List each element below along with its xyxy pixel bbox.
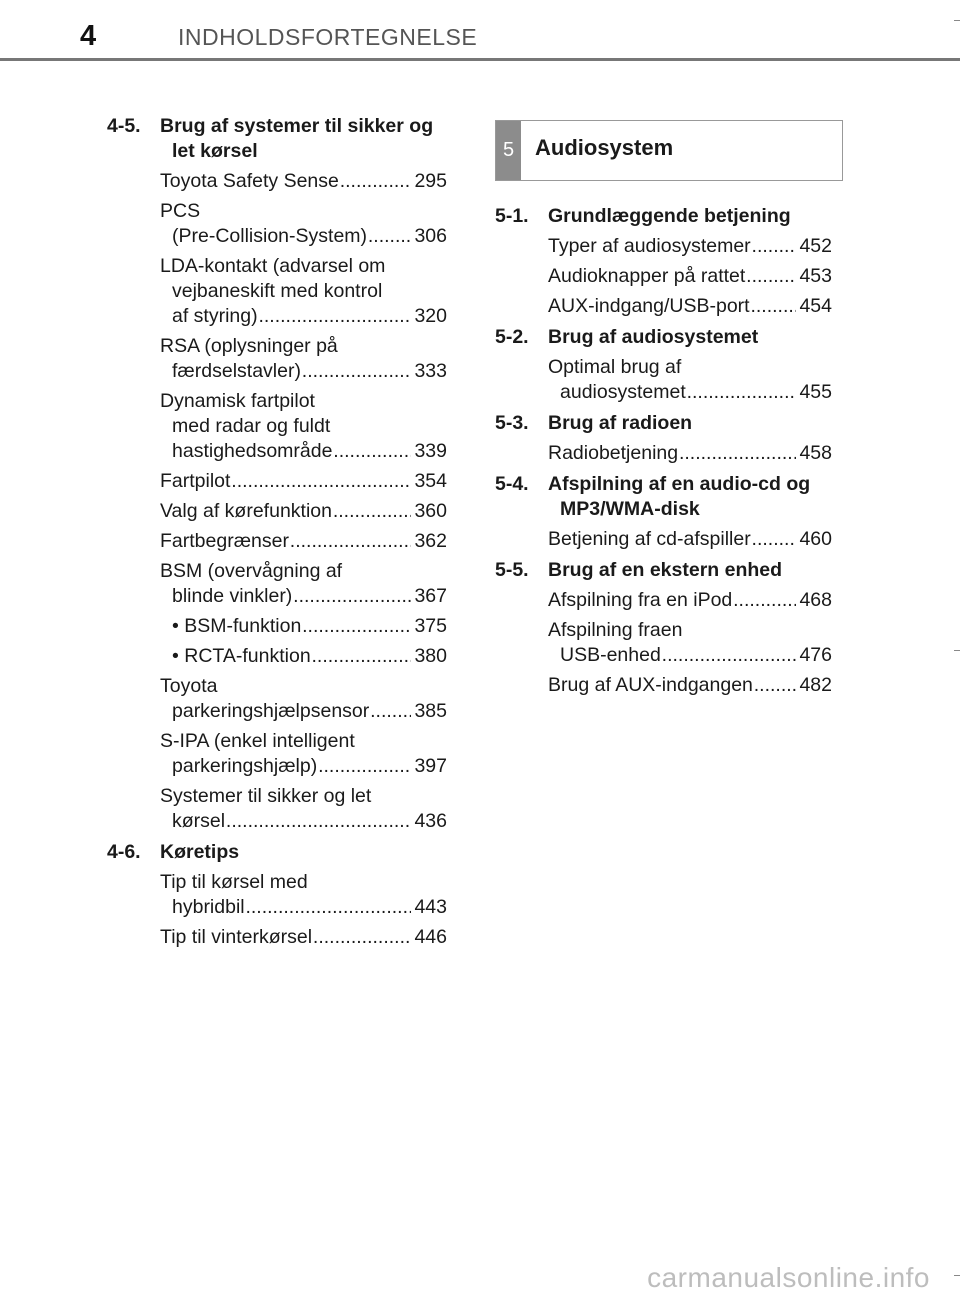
toc-entry[interactable]: [160, 674, 447, 724]
toc-entry[interactable]: [548, 673, 832, 698]
page-number: 4: [80, 20, 97, 52]
toc-entry[interactable]: [548, 441, 832, 466]
toc-entry[interactable]: [160, 169, 447, 194]
toc-entry[interactable]: [160, 644, 447, 669]
entry-page-number: 458: [799, 442, 832, 464]
section-heading[interactable]: [107, 840, 447, 865]
entry-label: Optimal brug af audiosystemet: [548, 356, 686, 403]
toc-entry[interactable]: [160, 925, 447, 950]
chapter-number: 5: [496, 121, 521, 180]
section-title: Brug af systemer til sikker og let kørsel: [160, 115, 434, 162]
toc-section: [495, 411, 832, 466]
section-number: 4-6.: [107, 841, 141, 863]
section-number: 4-5.: [107, 115, 141, 137]
toc-entry[interactable]: [160, 729, 447, 779]
entry-label: PCS (Pre-Collision-System): [160, 200, 368, 247]
entry-page-number: 446: [414, 926, 447, 948]
entry-page-number: 333: [414, 360, 447, 382]
section-number: 5-4.: [495, 473, 529, 495]
section-title: Afspilning af en audio-cd og MP3/WMA-disk: [548, 473, 811, 520]
entry-label: • BSM-funktion: [172, 615, 302, 637]
toc-entry[interactable]: [160, 559, 447, 609]
entry-page-number: 436: [414, 810, 447, 832]
section-title: Brug af radioen: [548, 412, 693, 434]
section-heading[interactable]: [495, 558, 832, 583]
entry-label: Audioknapper på rattet: [548, 265, 746, 287]
section-heading[interactable]: [495, 472, 832, 522]
toc-entry[interactable]: [160, 389, 447, 464]
section-number: 5-1.: [495, 205, 529, 227]
entry-label: Valg af kørefunktion: [160, 500, 332, 522]
entry-page-number: 443: [414, 896, 447, 918]
entry-page-number: 453: [799, 265, 832, 287]
toc-entry[interactable]: [548, 618, 832, 668]
entry-label: Fartpilot: [160, 470, 231, 492]
entry-label: • RCTA-funktion: [172, 645, 311, 667]
entry-page-number: 306: [414, 225, 447, 247]
crop-mark: [954, 20, 960, 21]
page-header: [0, 0, 960, 62]
toc-entry[interactable]: [548, 264, 832, 289]
toc-right-column: [495, 204, 832, 704]
entry-label: Tip til vinterkørsel: [160, 926, 313, 948]
toc-entry[interactable]: [548, 527, 832, 552]
section-title: Brug af en ekstern enhed: [548, 559, 783, 581]
entry-page-number: 455: [799, 381, 832, 403]
toc-entry[interactable]: [160, 334, 447, 384]
entry-label: Fartbegrænser: [160, 530, 289, 552]
section-title: Køretips: [160, 841, 240, 863]
entry-label: Toyota parkeringshjælpsensor: [160, 675, 370, 722]
entry-label: Toyota Safety Sense: [160, 170, 339, 192]
entry-label: Dynamisk fartpilot med radar og fuldt hastighedsområde: [160, 390, 333, 462]
entry-label: Systemer til sikker og let kørsel: [160, 785, 372, 832]
toc-section: [107, 114, 447, 834]
entry-page-number: 380: [414, 645, 447, 667]
toc-entry[interactable]: [548, 234, 832, 259]
toc-entry[interactable]: [548, 294, 832, 319]
section-heading[interactable]: [495, 411, 832, 436]
section-heading[interactable]: [495, 204, 832, 229]
entry-label: RSA (oplysninger på færdselstavler): [160, 335, 338, 382]
entry-page-number: 460: [799, 528, 832, 550]
entry-label: BSM (overvågning af blinde vinkler): [160, 560, 343, 607]
entry-label: AUX-indgang/USB-port: [548, 295, 750, 317]
entry-page-number: 385: [414, 700, 447, 722]
entry-label: Brug af AUX-indgangen: [548, 674, 753, 696]
toc-entry[interactable]: [160, 614, 447, 639]
entry-page-number: 454: [799, 295, 832, 317]
toc-left-column: [107, 114, 447, 956]
entry-label: Afspilning fra en iPod: [548, 589, 733, 611]
entry-label: Afspilning fraen USB-enhed: [548, 619, 683, 666]
toc-entry[interactable]: [548, 355, 832, 405]
entry-page-number: 367: [414, 585, 447, 607]
entry-page-number: 362: [414, 530, 447, 552]
toc-entry[interactable]: [160, 254, 447, 329]
entry-page-number: 397: [414, 755, 447, 777]
toc-section: [495, 558, 832, 698]
toc-entry[interactable]: [160, 499, 447, 524]
toc-section: [107, 840, 447, 950]
entry-label: Radiobetjening: [548, 442, 679, 464]
toc-entry[interactable]: [160, 784, 447, 834]
toc-section: [495, 204, 832, 319]
section-title: Brug af audiosystemet: [548, 326, 759, 348]
crop-mark: [954, 1275, 960, 1276]
section-number: 5-5.: [495, 559, 529, 581]
entry-page-number: 295: [414, 170, 447, 192]
section-number: 5-2.: [495, 326, 529, 348]
toc-entry[interactable]: [160, 529, 447, 554]
entry-page-number: 482: [799, 674, 832, 696]
entry-page-number: 320: [414, 305, 447, 327]
header-title: INDHOLDSFORTEGNELSE: [178, 24, 478, 50]
entry-page-number: 360: [414, 500, 447, 522]
entry-page-number: 375: [414, 615, 447, 637]
chapter-box: [495, 120, 843, 181]
crop-mark: [954, 650, 960, 651]
entry-label: LDA-kontakt (advarsel om vejbaneskift med kontrol af styring): [160, 255, 386, 327]
entry-page-number: 452: [799, 235, 832, 257]
entry-page-number: 354: [414, 470, 447, 492]
entry-label: Betjening af cd-afspiller: [548, 528, 751, 550]
section-heading[interactable]: [107, 114, 447, 164]
toc-entry[interactable]: [160, 199, 447, 249]
toc-entry[interactable]: [160, 870, 447, 920]
section-heading[interactable]: [495, 325, 832, 350]
toc-section: [495, 325, 832, 405]
entry-label: S-IPA (enkel intelligent parkeringshjælp): [160, 730, 355, 777]
section-number: 5-3.: [495, 412, 529, 434]
section-title: Grundlæggende betjening: [548, 205, 791, 227]
entry-page-number: 476: [799, 644, 832, 666]
chapter-title: Audiosystem: [535, 135, 674, 160]
entry-page-number: 339: [414, 440, 447, 462]
entry-label: Typer af audiosystemer: [548, 235, 751, 257]
header-rule: [0, 58, 960, 61]
toc-entry[interactable]: [160, 469, 447, 494]
toc-section: [495, 472, 832, 552]
watermark: carmanualsonline.info: [647, 1262, 930, 1293]
entry-label: Tip til kørsel med hybridbil: [160, 871, 308, 918]
toc-entry[interactable]: [548, 588, 832, 613]
entry-page-number: 468: [799, 589, 832, 611]
